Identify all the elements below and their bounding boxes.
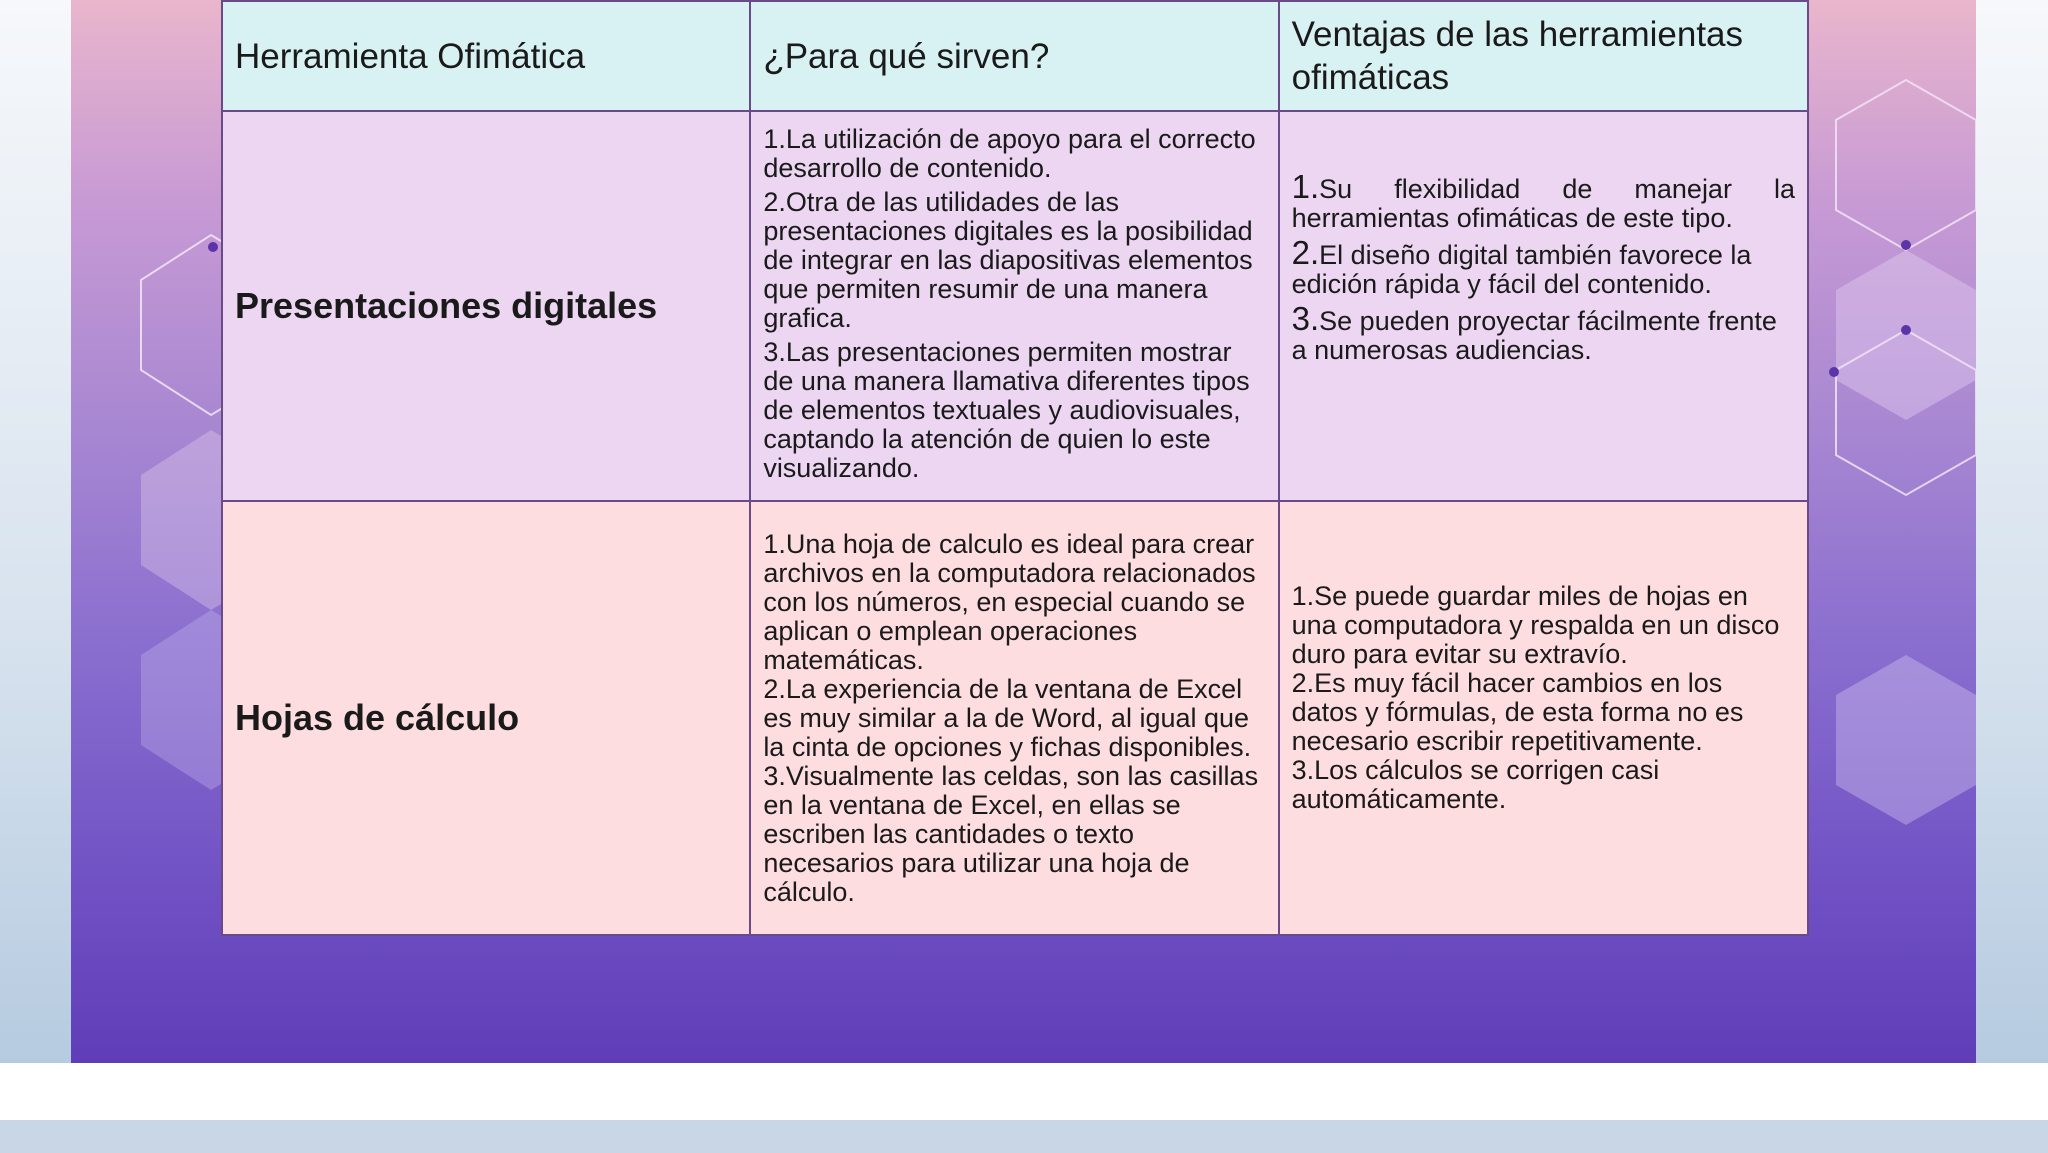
use-item: 2.Otra de las utilidades de las presentaciones digitales es la posibilidad de integrar en las diapositivas elementos que permiten resumir de una manera grafica. bbox=[763, 186, 1253, 333]
table-row bbox=[222, 501, 1808, 935]
advantage-item bbox=[1291, 300, 1795, 365]
tool-cell bbox=[222, 501, 750, 935]
advantage-text: El diseño digital también favorece la edición rápida y fácil del contenido. bbox=[1291, 240, 1752, 299]
use-item: 1.Una hoja de calculo es ideal para crear archivos en la computadora relacionados con los números, en especial cuando se aplican o emplean operaciones matemáticas. bbox=[763, 528, 1256, 675]
header-tool: Herramienta Ofimática bbox=[222, 1, 750, 111]
right-background-strip bbox=[1976, 0, 2048, 1063]
advantage-item: 1.Se puede guardar miles de hojas en una computadora y respalda en un disco duro para evitar su extravío. bbox=[1291, 581, 1780, 669]
next-slide-strip bbox=[0, 1120, 2048, 1153]
tool-name: Presentaciones digitales bbox=[235, 285, 658, 326]
header-uses: ¿Para qué sirven? bbox=[750, 1, 1278, 111]
advantage-number: 2. bbox=[1291, 234, 1320, 271]
advantage-text: Su flexibilidad de manejar la herramientas ofimáticas de este tipo. bbox=[1291, 174, 1795, 233]
left-background-strip bbox=[0, 0, 71, 1063]
advantage-item: 2.Es muy fácil hacer cambios en los datos y fórmulas, de esta forma no es necesario escribir repetitivamente. bbox=[1291, 668, 1744, 756]
office-tools-table bbox=[221, 0, 1809, 936]
tool-name: Hojas de cálculo bbox=[235, 697, 520, 738]
slide-bottom-margin bbox=[0, 1063, 2048, 1120]
advantage-item: 3.Los cálculos se corrigen casi automáticamente. bbox=[1291, 755, 1660, 814]
advantage-text: Se pueden proyectar fácilmente frente a numerosas audiencias. bbox=[1291, 306, 1777, 365]
use-item: 3.Las presentaciones permiten mostrar de una manera llamativa diferentes tipos de elementos textuales y audiovisuales, captando la atención de quien lo este visualizando. bbox=[763, 336, 1250, 483]
uses-cell bbox=[750, 501, 1278, 935]
tool-cell bbox=[222, 111, 750, 501]
header-advantages: Ventajas de las herramientas ofimáticas bbox=[1279, 1, 1808, 111]
advantages-cell bbox=[1279, 501, 1808, 935]
table-row bbox=[222, 111, 1808, 501]
use-item: 3.Visualmente las celdas, son las casillas en la ventana de Excel, en ellas se escriben las cantidades o texto necesarios para utilizar una hoja de cálculo. bbox=[763, 760, 1259, 907]
uses-cell bbox=[750, 111, 1278, 501]
use-item: 1.La utilización de apoyo para el correcto desarrollo de contenido. bbox=[763, 123, 1256, 183]
advantages-cell bbox=[1279, 111, 1808, 501]
use-item: 2.La experiencia de la ventana de Excel es muy similar a la de Word, al igual que la cinta de opciones y fichas disponibles. bbox=[763, 673, 1252, 762]
table-header-row bbox=[222, 1, 1808, 111]
advantage-item bbox=[1291, 168, 1795, 233]
advantage-number: 1. bbox=[1291, 168, 1320, 205]
advantage-number: 3. bbox=[1291, 300, 1320, 337]
advantage-item bbox=[1291, 234, 1795, 299]
